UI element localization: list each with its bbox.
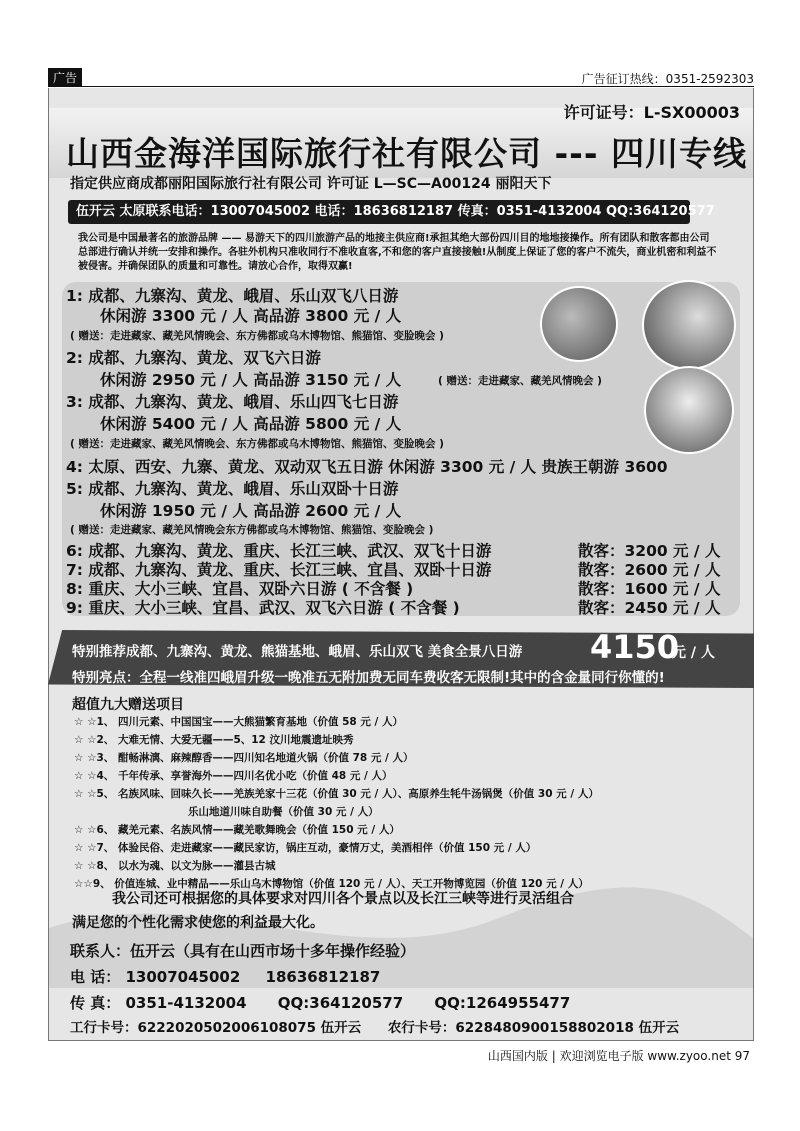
contact-phones: [70, 966, 380, 987]
phone-number: 13007045002: [125, 968, 241, 986]
route-price: 散客：2450 元 / 人: [578, 599, 721, 617]
gift-item: ☆ ☆8、 以水为魂、以文为脉——灌县古城: [74, 860, 276, 872]
route-title: 9: 重庆、大小三峡、宜昌、武汉、双飞六日游 ( 不含餐 ): [66, 599, 460, 617]
promo-highlight: 特别亮点：全程一线准四峨眉升级一晚准五无附加费无同车费收客无限制!其中的含金量同行你懂的!: [72, 670, 665, 686]
route-title: 6: 成都、九寨沟、黄龙、重庆、长江三峡、武汉、双飞十日游: [66, 542, 492, 560]
route-price: 休闲游 5400 元 / 人 高品游 5800 元 / 人: [100, 415, 402, 433]
qq-number: QQ:1264955477: [434, 994, 571, 1012]
route-price: 散客：3200 元 / 人: [578, 542, 721, 560]
route-price: 散客：2600 元 / 人: [578, 561, 721, 579]
promo-unit: 元 / 人: [672, 645, 715, 661]
route-title: 7: 成都、九寨沟、黄龙、重庆、长江三峡、宜昌、双卧十日游: [66, 561, 492, 579]
promo-line: 特别推荐成都、九寨沟、黄龙、熊猫基地、峨眉、乐山双飞 美食全景八日游: [72, 644, 523, 660]
route-price: 休闲游 3300 元 / 人 高品游 3800 元 / 人: [100, 307, 402, 325]
ad-tag: 广告: [48, 68, 82, 87]
phone-label: 电 话：: [70, 968, 121, 986]
gift-item: ☆ ☆4、 千年传承、享誉海外——四川名优小吃（价值 48 元 / 人）: [74, 770, 393, 782]
bank-cards: [70, 1016, 679, 1036]
route-title: 8: 重庆、大小三峡、宜昌、双卧六日游 ( 不含餐 ): [66, 580, 414, 598]
route-gift: ( 赠送：走进藏家、藏羌风情晚会 ): [438, 375, 602, 387]
route-title: 3: 成都、九寨沟、黄龙、峨眉、乐山四飞七日游: [66, 393, 399, 411]
license-number: 许可证号：L-SX00003: [563, 103, 740, 122]
contact-fax-qq: [70, 992, 570, 1013]
route-gift: ( 赠送：走进藏家、藏羌风情晚会、东方佛都或乌木博物馆、熊猫馆、变脸晚会 ): [70, 438, 444, 450]
route-gift: ( 赠送：走进藏家、藏羌风情晚会、东方佛都或乌木博物馆、熊猫馆、变脸晚会 ): [70, 330, 444, 342]
gifts-title: 超值九大赠送项目: [72, 697, 184, 713]
gift-item: ☆ ☆3、 酣畅淋漓、麻辣醇香——四川知名地道火锅（价值 78 元 / 人）: [74, 752, 414, 764]
gift-item: ☆ ☆7、 体验民俗、走进藏家——藏民家访，锅庄互动，豪情万丈，美酒相伴（价值 150 元 / 人）: [74, 842, 537, 854]
page-footer: 山西国内版 | 欢迎浏览电子版 www.zyoo.net 97: [487, 1049, 750, 1063]
fax-label: 传 真：: [70, 994, 121, 1012]
scenery-photo-pools: [642, 280, 736, 370]
promo-price: 4150: [590, 628, 680, 666]
route-price: 散客：1600 元 / 人: [578, 580, 721, 598]
route-title: 4: 太原、西安、九寨、黄龙、双动双飞五日游 休闲游 3300 元 / 人 贵族王朝游 3600: [66, 458, 668, 476]
gift-item: ☆☆9、 价值连城、业中精品——乐山乌木博物馆（价值 120 元 / 人）、天工开物博览园（价值 120 元 / 人）: [74, 878, 589, 890]
gift-item: ☆ ☆5、 名族风味、回味久长——羌族羌家十三花（价值 30 元 / 人）、高原养生牦牛汤锅煲（价值 30 元 / 人）: [74, 788, 599, 800]
route-price: 休闲游 2950 元 / 人 高品游 3150 元 / 人: [100, 371, 402, 389]
scenery-photo-buddha: [644, 366, 734, 454]
fax-number: 0351-4132004: [125, 994, 247, 1012]
route-row: [66, 596, 721, 618]
intro-text: 我公司是中国最著名的旅游品牌 —— 易游天下的四川旅游产品的地接主供应商!承担其绝大部份四川目的地地接操作。所有团队和散客都由公司总部进行确认并统一安排和操作。各驻外机构只准收同行不准收直客,不和您的客户直接接触!从制度上保证了您的客户不流失，商业机密和利益不被侵害。并确保团队的质量和可靠性。请放心合作，取得双赢!: [78, 233, 717, 272]
gift-item: ☆ ☆2、 大难无情、大爱无疆——5、12 汶川地震遗址映秀: [74, 734, 354, 746]
contact-person: 联系人：伍开云（具有在山西市场十多年操作经验）: [70, 942, 416, 960]
gift-item: ☆ ☆1、 四川元素、中国国宝——大熊猫繁育基地（价值 58 元 / 人）: [74, 716, 404, 728]
icbc-card: 工行卡号：6222020502006108075 伍开云: [70, 1020, 362, 1036]
route-title: 5: 成都、九寨沟、黄龙、峨眉、乐山双卧十日游: [66, 480, 399, 498]
page-title: 山西金海洋国际旅行社有限公司 --- 四川专线: [66, 134, 748, 173]
route-title: 2: 成都、九寨沟、黄龙、双飞六日游: [66, 349, 321, 367]
route-title: 1: 成都、九寨沟、黄龙、峨眉、乐山双飞八日游: [66, 287, 399, 305]
contact-bar: 伍开云 太原联系电话：13007045002 电话：18636812187 传真：0351-4132004 QQ:364120577: [68, 200, 690, 224]
supplier-line: 指定供应商成都丽阳国际旅行社有限公司 许可证 L—SC—A00124 丽阳天下: [70, 176, 552, 192]
abc-card: 农行卡号：6228480900158802018 伍开云: [387, 1020, 680, 1036]
header-divider: [48, 86, 754, 87]
scenery-photo-lake: [540, 286, 618, 362]
ad-hotline: 广告征订热线：0351-2592303: [581, 72, 754, 86]
qq-number: QQ:364120577: [277, 994, 404, 1012]
custom-note: 满足您的个性化需求使您的利益最大化。: [72, 915, 324, 931]
route-price: 休闲游 1950 元 / 人 高品游 2600 元 / 人: [100, 502, 402, 520]
custom-note: 我公司还可根据您的具体要求对四川各个景点以及长江三峡等进行灵活组合: [112, 891, 574, 907]
phone-number: 18636812187: [265, 968, 381, 986]
gift-item: ☆ ☆6、 藏羌元素、名族风情——藏羌歌舞晚会（价值 150 元 / 人）: [74, 824, 400, 836]
gift-item: 乐山地道川味自助餐（价值 30 元 / 人）: [188, 806, 379, 818]
route-gift: ( 赠送：走进藏家、藏羌风情晚会东方佛都或乌木博物馆、熊猫馆、变脸晚会 ): [70, 524, 434, 536]
